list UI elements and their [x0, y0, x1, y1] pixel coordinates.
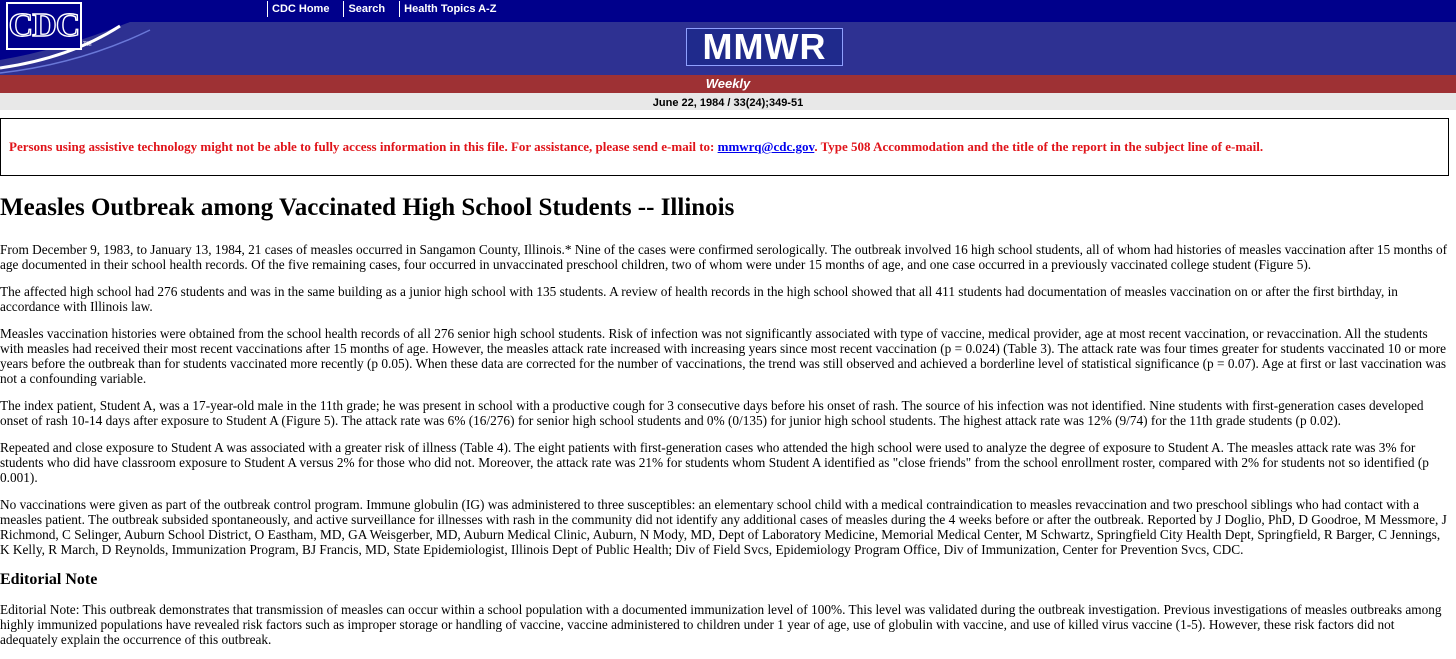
article-paragraph: The index patient, Student A, was a 17-year-old male in the 11th grade; he was present in school with a productive cough for 3 consecutive days before his onset of rash. The source of his infection was not identified. Nine students with first-generation cases developed onset of rash 10-14 days after exposure to Student A (Figure 5). The attack rate was 6% (16/276) for senior high school students and 0% (0/135) for junior high school students. The highest attack rate was 12% (9/74) for the 11th grade students (p 0.02).: [0, 398, 1424, 428]
nav-health-topics-link[interactable]: Health Topics A-Z: [399, 1, 500, 17]
accessibility-notice: [0, 118, 1449, 176]
accessibility-notice-text: [9, 139, 1263, 155]
editorial-note-paragraph: Editorial Note: This outbreak demonstrates that transmission of measles can occur within a school population with a documented immunization level of 100%. This level was validated during the outbreak investigation. Previous investigations of measles outbreaks among highly immunized populations have revealed risk factors such as improper storage or handling of vaccine, vaccine administered to children under 1 year of age, use of globulin with vaccine, and use of killed virus vaccine (1-5). However, these risk factors did not adequately explain the occurrence of this outbreak.: [0, 602, 1442, 647]
weekly-bar: [0, 75, 1456, 93]
cdc-trademark: TM: [83, 42, 92, 48]
article-paragraph: The affected high school had 276 students and was in the same building as a junior high school with 135 students. A review of health records in the high school showed that all 411 students had documentation of measles vaccination on or after the first birthday, in accordance with Illinois law.: [0, 284, 1398, 314]
top-navigation: [267, 1, 510, 17]
notice-text-after: . Type 508 Accommodation and the title of the report in the subject line of e-mail.: [814, 139, 1264, 154]
article-body: [0, 190, 1452, 659]
mmwrq-email-link[interactable]: mmwrq@cdc.gov: [717, 139, 815, 154]
cdc-header-banner: [0, 0, 1456, 75]
article-paragraph: Measles vaccination histories were obtained from the school health records of all 276 senior high school students. Risk of infection was not significantly associated with type of vaccine, medical provider, age at most recent vaccination, or revaccination. All the students with measles had received their most recent vaccinations after 15 months of age. However, the measles attack rate increased with increasing years since most recent vaccination (p = 0.024) (Table 3). The attack rate was four times greater for students vaccinated 10 or more years before the outbreak than for students vaccinated more recently (p 0.05). When these data are corrected for the number of vaccinations, the trend was still observed and achieved a borderline level of statistical significance (p = 0.07). Age at first or last vaccination was not a confounding variable.: [0, 326, 1447, 386]
article-paragraph: No vaccinations were given as part of the outbreak control program. Immune globulin (IG) was administered to three susceptibles: an elementary school child with a medical contraindication to measles revaccination and two preschool siblings who had contact with a measles patient. The outbreak subsided spontaneously, and active surveillance for illnesses with rash in the community did not identify any additional cases of measles during the 4 weeks before or after the outbreak. Reported by J Doglio, PhD, D Goodroe, M Messmore, J Richmond, C Selinger, Auburn School District, O Eastham, MD, GA Weisgerber, MD, Auburn Medical Clinic, Auburn, N Mody, MD, Dept of Laboratory Medicine, Memorial Medical Center, M Schwartz, Springfield City Health Dept, Springfield, R Barger, C Jennings, K Kelly, R March, D Reynolds, Immunization Program, BJ Francis, MD, State Epidemiologist, Illinois Dept of Public Health; Div of Field Svcs, Epidemiology Program Office, Div of Immunization, Center for Prevention Svcs, CDC.: [0, 497, 1447, 557]
nav-cdc-home-link[interactable]: CDC Home: [267, 1, 333, 17]
mmwr-logo[interactable]: [686, 28, 843, 66]
weekly-label: Weekly: [705, 76, 751, 91]
article-paragraph: Repeated and close exposure to Student A was associated with a greater risk of illness (Table 4). The eight patients with first-generation cases who attended the high school were used to analyze the degree of exposure to Student A. The measles attack rate was 3% for students who did have classroom exposure to Student A versus 2% for those who did not. Moreover, the attack rate was 21% for students whom Student A identified as "close friends" from the school enrollment roster, compared with 2% for students not so identified (p 0.001).: [0, 440, 1429, 485]
issue-date-bar: [0, 93, 1456, 110]
issue-date-label: June 22, 1984 / 33(24);349-51: [652, 97, 804, 109]
notice-text-before: Persons using assistive technology might not be able to fully access information in this file. For assistance, please send e-mail to:: [9, 139, 718, 154]
article-paragraph: From December 9, 1983, to January 13, 1984, 21 cases of measles occurred in Sangamon County, Illinois.* Nine of the cases were confirmed serologically. The outbreak involved 16 high school students, all of whom had histories of measles vaccination after 15 months of age documented in their school health records. Of the five remaining cases, four occurred in unvaccinated preschool children, two of whom were under 15 months of age, and one case occurred in a previously vaccinated college student (Figure 5).: [0, 242, 1448, 272]
article-title: Measles Outbreak among Vaccinated High School Students -- Illinois: [0, 194, 735, 221]
nav-search-link[interactable]: Search: [343, 1, 389, 17]
mmwr-logo-text: MMWR: [702, 26, 827, 67]
cdc-logo[interactable]: [6, 2, 82, 50]
cdc-logo-text: CDC: [8, 7, 80, 44]
editorial-note-heading: Editorial Note: [0, 571, 98, 588]
